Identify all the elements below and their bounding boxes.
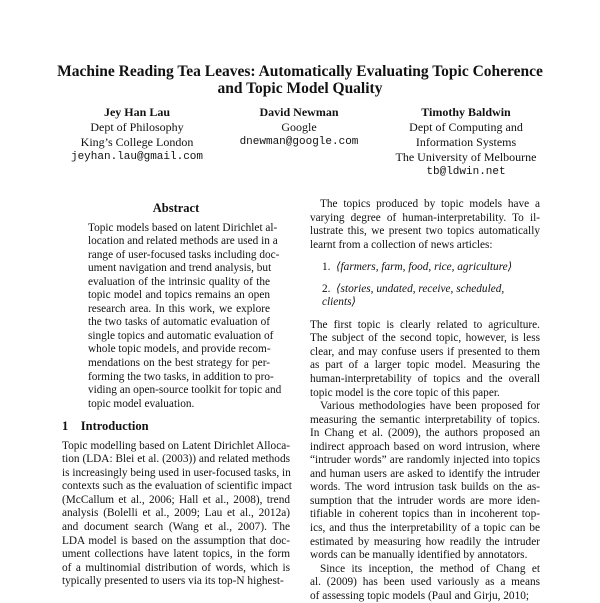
text-line: Various methodologies have been proposed for bbox=[320, 400, 540, 413]
abstract-body bbox=[88, 221, 282, 412]
text-line: indirect approach based on word intrusion, where bbox=[310, 440, 540, 453]
text-line: measuring the semantic interpretability of topics. bbox=[310, 413, 540, 426]
paragraph bbox=[310, 563, 540, 603]
text-line: and human users are asked to identify the intruder bbox=[310, 467, 540, 480]
author-block bbox=[224, 105, 374, 150]
text-line: tion (LDA: Blei et al. (2003)) and related methods bbox=[62, 453, 290, 466]
section-title: Introduction bbox=[80, 419, 149, 434]
section-number: 1 bbox=[62, 419, 69, 434]
intro-body bbox=[62, 440, 290, 589]
text-line: Topic modelling based on Latent Dirichlet Alloca- bbox=[62, 439, 290, 452]
text-line: mendations on the best strategy for per- bbox=[88, 357, 270, 370]
author-block bbox=[366, 105, 566, 180]
text-line: the two tasks of automatic evaluation of bbox=[88, 316, 270, 329]
text-line: al. (2009) has been used variously as a means bbox=[310, 576, 540, 589]
author-affiliation: Dept of Philosophy bbox=[90, 120, 184, 134]
author-email: dnewman@google.com bbox=[239, 136, 359, 148]
text-line: words can be manually identified by annotators. bbox=[310, 549, 528, 562]
text-line: location and related methods are used in a bbox=[88, 235, 278, 248]
text-line: lustrate this, we present two topics automatically bbox=[310, 225, 540, 238]
section-heading bbox=[62, 420, 290, 434]
title-line: Machine Reading Tea Leaves: Automatically Evaluating Topic Coherence bbox=[57, 63, 543, 80]
text-line: whole topic models, and provide recom- bbox=[88, 343, 271, 356]
text-line: Since its inception, the method of Chang et bbox=[320, 562, 540, 575]
author-affiliation: King’s College London bbox=[80, 135, 194, 149]
text-line: and document search (Wang et al., 2007). The bbox=[62, 521, 290, 534]
text-line: Topic models based on latent Dirichlet al- bbox=[88, 221, 278, 234]
text-line: learnt from a collection of news articles: bbox=[310, 238, 493, 251]
author-name: Jey Han Lau bbox=[103, 105, 170, 119]
author-name: David Newman bbox=[259, 105, 339, 119]
text-line: topic model and topics remains an open bbox=[88, 289, 270, 302]
text-line: words. The word intrusion task builds on the as- bbox=[310, 481, 540, 494]
text-line: research area. In this work, we explore bbox=[88, 302, 270, 315]
paragraph bbox=[310, 319, 540, 400]
text-line: varying degree of human-interpretability. To il- bbox=[310, 211, 540, 224]
topic-list bbox=[322, 261, 540, 310]
text-line: LDA model is based on the assumption that doc- bbox=[62, 534, 290, 547]
right-column bbox=[310, 198, 540, 603]
text-line: clear, and may confuse users if presented to them bbox=[310, 345, 540, 358]
text-line: The first topic is clearly related to agriculture. bbox=[310, 318, 540, 331]
list-item bbox=[322, 283, 540, 310]
text-line: range of user-focused tasks including doc- bbox=[88, 248, 280, 261]
left-column bbox=[62, 202, 290, 589]
author-email: tb@ldwin.net bbox=[426, 166, 506, 178]
author-block bbox=[62, 105, 212, 165]
text-line: ics, and thus the interpretability of a topic can be bbox=[310, 522, 540, 535]
paper-title bbox=[40, 63, 560, 97]
list-number: 2. bbox=[322, 282, 331, 295]
author-affiliation: Information Systems bbox=[415, 135, 517, 149]
text-line: (McCallum et al., 2006; Hall et al., 2008), trend bbox=[62, 493, 290, 506]
text-line: estimated by measuring how readily the intruder bbox=[310, 535, 540, 548]
text-line: The topics produced by topic models have a bbox=[320, 198, 540, 210]
title-line: and Topic Model Quality bbox=[217, 80, 383, 97]
text-line: analysis (Bolelli et al., 2009; Lau et al., 2012a) bbox=[62, 507, 290, 520]
list-text: ⟨farmers, farm, food, rice, agriculture⟩ bbox=[336, 261, 513, 274]
text-line: typically presented to users via its top-N highest- bbox=[62, 575, 284, 588]
text-line: topic model is the core topic of this paper. bbox=[310, 386, 500, 399]
text-line: of a multinomial distribution of words, which is bbox=[62, 561, 290, 574]
text-line: single topics and automatic evaluation of bbox=[88, 329, 274, 342]
paragraph bbox=[310, 198, 540, 252]
list-text: ⟨stories, undated, receive, scheduled, clients⟩ bbox=[322, 282, 505, 309]
text-line: sumption that the intruder words are more iden- bbox=[310, 494, 540, 507]
text-line: ument navigation and trend analysis, but bbox=[88, 262, 272, 275]
text-line: of assessing topic models (Paul and Girju, 2010; bbox=[310, 589, 530, 602]
paragraph bbox=[310, 400, 540, 563]
list-item bbox=[322, 261, 540, 275]
text-line: ument collections have latent topics, in the form bbox=[62, 548, 290, 561]
text-line: is increasingly being used in user-focused tasks, in bbox=[62, 466, 291, 479]
text-line: contexts such as the evaluation of scientific impact bbox=[62, 480, 292, 493]
text-line: tifiable in coherent topics than in incoherent top- bbox=[310, 508, 540, 521]
author-affiliation: Google bbox=[281, 120, 317, 134]
author-affiliation: Dept of Computing and bbox=[409, 120, 523, 134]
text-line: “intruder words” are randomly injected into topics bbox=[310, 454, 540, 467]
abstract-heading: Abstract bbox=[152, 201, 200, 215]
text-line: viding an open-source toolkit for topic and bbox=[88, 384, 282, 397]
text-line: human-interpretability of topics and the overall bbox=[310, 373, 540, 386]
text-line: The subject of the second topic, however, is less bbox=[310, 332, 540, 345]
text-line: topic model evaluation. bbox=[88, 397, 195, 410]
text-line: In Chang et al. (2009), the authors proposed an bbox=[310, 427, 540, 440]
author-name: Timothy Baldwin bbox=[421, 105, 511, 119]
author-email: jeyhan.lau@gmail.com bbox=[70, 151, 204, 163]
list-number: 1. bbox=[322, 261, 331, 274]
text-line: evaluation of the intrinsic quality of the bbox=[88, 275, 270, 288]
text-line: forming the two tasks, in addition to pro- bbox=[88, 370, 274, 383]
text-line: as part of a larger topic model. Measuring the bbox=[310, 359, 540, 372]
author-affiliation: The University of Melbourne bbox=[395, 150, 537, 164]
